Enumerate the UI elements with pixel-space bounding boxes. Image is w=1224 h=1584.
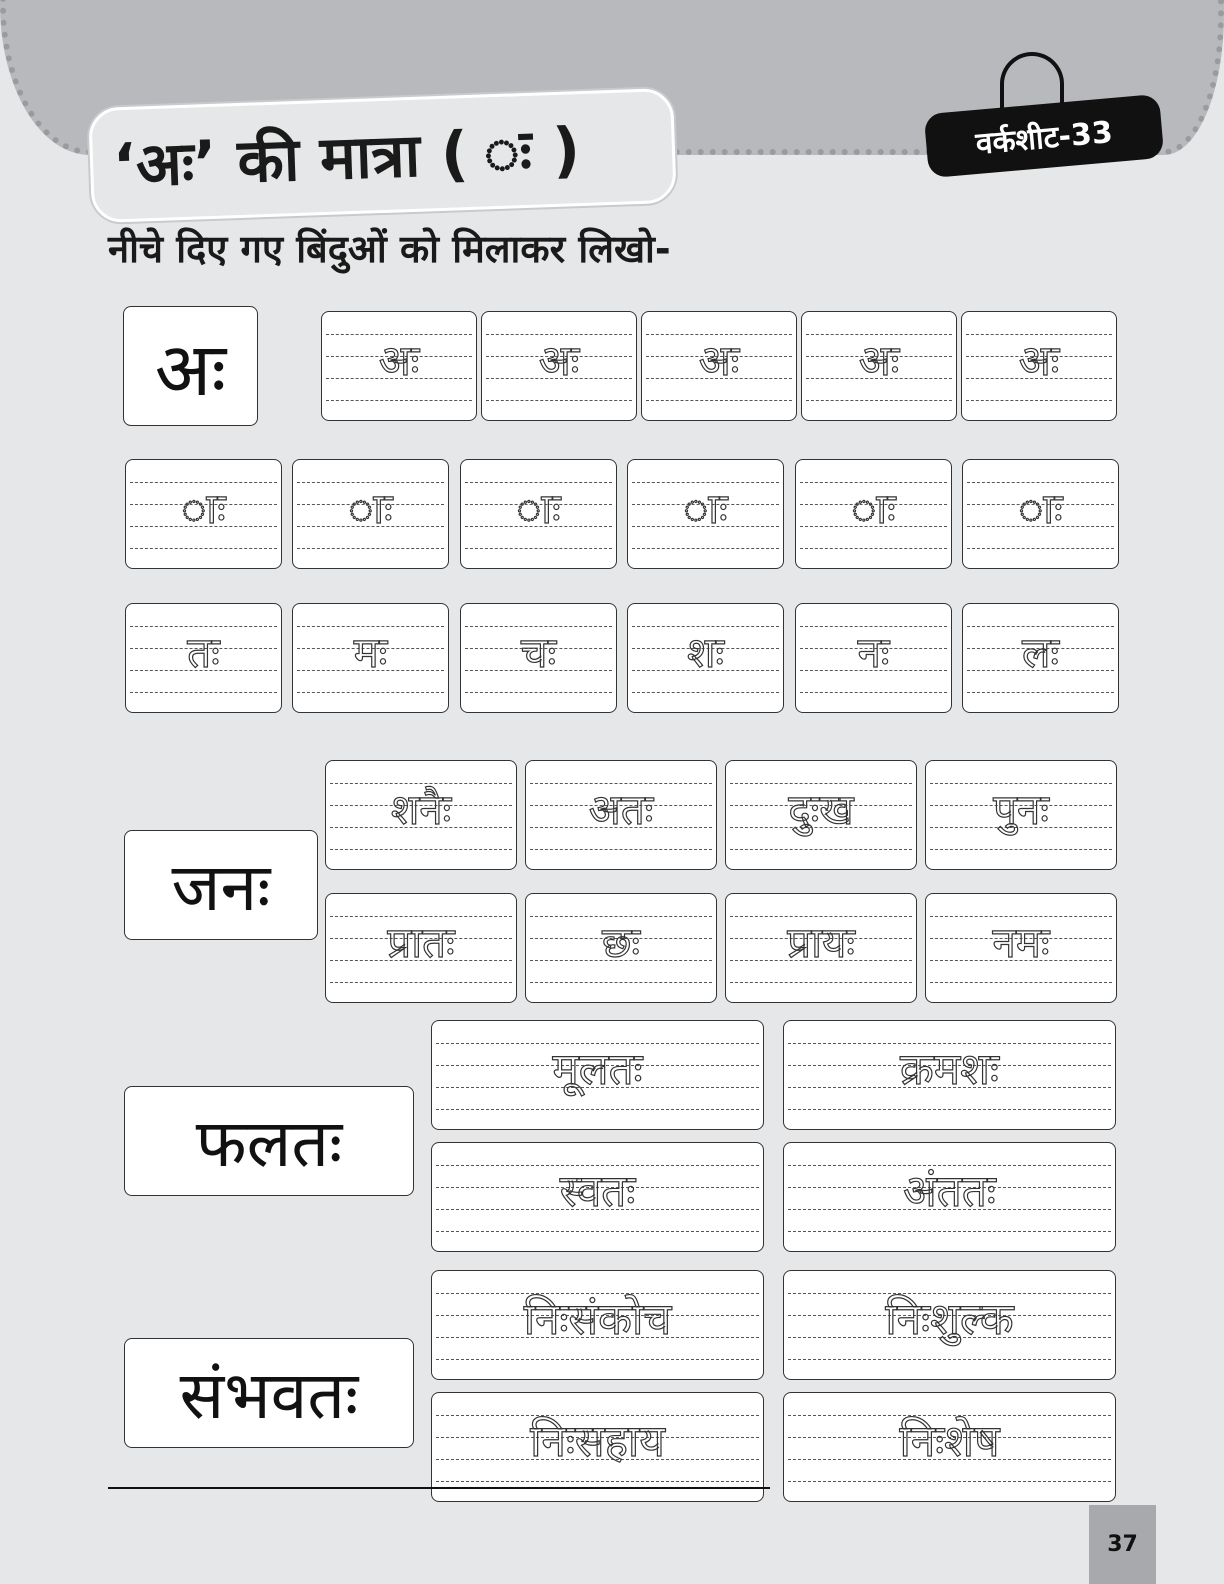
dotted-trace-word: प्रायः <box>787 918 855 967</box>
dotted-trace-word: ाः <box>1018 484 1063 533</box>
guide-line <box>436 1359 759 1360</box>
model-word-box: संभवतः <box>124 1338 414 1448</box>
tracing-cell[interactable] <box>795 459 952 569</box>
dotted-trace-word: नः <box>857 628 890 677</box>
guide-line <box>632 692 779 693</box>
tracing-cell[interactable] <box>321 311 477 421</box>
guide-line <box>465 548 612 549</box>
guide-line <box>330 982 512 983</box>
dotted-trace-word: निःसंकोच <box>523 1294 672 1345</box>
guide-line <box>436 1231 759 1232</box>
tracing-cell[interactable] <box>525 893 717 1003</box>
dotted-trace-word: शः <box>686 628 725 677</box>
guide-line <box>330 849 512 850</box>
dotted-trace-word: तः <box>187 628 220 677</box>
guide-line <box>966 400 1112 401</box>
dotted-trace-word: अः <box>698 336 740 385</box>
tracing-cell[interactable] <box>460 459 617 569</box>
guide-line <box>297 548 444 549</box>
dotted-trace-word: क्रमशः <box>900 1044 999 1095</box>
dotted-trace-word: अः <box>858 336 900 385</box>
guide-line <box>486 400 632 401</box>
guide-line <box>930 982 1112 983</box>
guide-line <box>326 400 472 401</box>
tracing-cell[interactable] <box>525 760 717 870</box>
guide-line <box>632 548 779 549</box>
tracing-cell[interactable] <box>431 1392 764 1502</box>
dotted-trace-word: ाः <box>348 484 393 533</box>
page-title: ‘अः’ की मात्रा ( ः ) <box>111 115 582 202</box>
guide-line <box>967 692 1114 693</box>
dotted-trace-word: दुःख <box>788 785 854 834</box>
tracing-cell[interactable] <box>325 760 517 870</box>
dotted-trace-word: स्वतः <box>559 1166 636 1217</box>
tracing-cell[interactable] <box>431 1142 764 1252</box>
page-number: 37 <box>1089 1505 1156 1584</box>
dotted-trace-word: ाः <box>516 484 561 533</box>
dotted-trace-word: निःशेष <box>899 1416 1000 1467</box>
guide-line <box>130 548 277 549</box>
guide-line <box>788 1481 1111 1482</box>
dotted-trace-word: अः <box>538 336 580 385</box>
tracing-cell[interactable] <box>481 311 637 421</box>
tracing-cell[interactable] <box>431 1020 764 1130</box>
tracing-cell[interactable] <box>292 603 449 713</box>
tracing-cell[interactable] <box>627 459 784 569</box>
tracing-cell[interactable] <box>725 760 917 870</box>
tracing-cell[interactable] <box>627 603 784 713</box>
guide-line <box>530 982 712 983</box>
tracing-cell[interactable] <box>325 893 517 1003</box>
tracing-cell[interactable] <box>125 603 282 713</box>
bottom-rule <box>108 1487 770 1489</box>
guide-line <box>788 1231 1111 1232</box>
dotted-trace-word: अंततः <box>903 1166 996 1217</box>
guide-line <box>930 849 1112 850</box>
guide-line <box>788 1359 1111 1360</box>
tracing-cell[interactable] <box>962 459 1119 569</box>
model-word-box: जनः <box>124 830 318 940</box>
guide-line <box>967 548 1114 549</box>
tracing-cell[interactable] <box>125 459 282 569</box>
tracing-cell[interactable] <box>962 603 1119 713</box>
tracing-cell[interactable] <box>431 1270 764 1380</box>
dotted-trace-word: मः <box>353 628 388 677</box>
dotted-trace-word: चः <box>520 628 557 677</box>
guide-line <box>788 1109 1111 1110</box>
dotted-trace-word: निःसहाय <box>530 1416 665 1467</box>
guide-line <box>530 849 712 850</box>
tracing-cell[interactable] <box>783 1270 1116 1380</box>
guide-line <box>436 1109 759 1110</box>
dotted-trace-word: मूलतः <box>552 1044 643 1095</box>
model-letter-box: अः <box>123 306 258 426</box>
title-box <box>88 88 677 223</box>
guide-line <box>800 692 947 693</box>
guide-line <box>646 400 792 401</box>
tracing-cell[interactable] <box>725 893 917 1003</box>
dotted-trace-word: नमः <box>992 918 1050 967</box>
dotted-trace-word: अः <box>378 336 420 385</box>
tracing-cell[interactable] <box>961 311 1117 421</box>
instruction-text: नीचे दिए गए बिंदुओं को मिलाकर लिखो- <box>108 227 671 271</box>
guide-line <box>297 692 444 693</box>
tracing-cell[interactable] <box>292 459 449 569</box>
tracing-cell[interactable] <box>801 311 957 421</box>
dotted-trace-word: शनैः <box>390 785 452 834</box>
dotted-trace-word: लः <box>1022 628 1059 677</box>
tracing-cell[interactable] <box>925 893 1117 1003</box>
dotted-trace-word: अः <box>1018 336 1060 385</box>
dotted-trace-word: छः <box>602 918 640 967</box>
guide-line <box>800 548 947 549</box>
dotted-trace-word: पुनः <box>993 785 1049 834</box>
tracing-cell[interactable] <box>641 311 797 421</box>
tracing-cell[interactable] <box>460 603 617 713</box>
tracing-cell[interactable] <box>783 1142 1116 1252</box>
dotted-trace-word: अतः <box>588 785 654 834</box>
tracing-cell[interactable] <box>795 603 952 713</box>
dotted-trace-word: प्रातः <box>387 918 455 967</box>
guide-line <box>130 692 277 693</box>
guide-line <box>436 1481 759 1482</box>
dotted-trace-word: ाः <box>683 484 728 533</box>
guide-line <box>730 982 912 983</box>
tracing-cell[interactable] <box>783 1392 1116 1502</box>
dotted-trace-word: ाः <box>851 484 896 533</box>
tracing-cell[interactable] <box>783 1020 1116 1130</box>
guide-line <box>730 849 912 850</box>
tracing-cell[interactable] <box>925 760 1117 870</box>
worksheet-badge: वर्कशीट-33 <box>924 94 1165 178</box>
dotted-trace-word: निःशुल्क <box>885 1294 1014 1345</box>
guide-line <box>806 400 952 401</box>
guide-line <box>465 692 612 693</box>
model-word-box: फलतः <box>124 1086 414 1196</box>
dotted-trace-word: ाः <box>181 484 226 533</box>
